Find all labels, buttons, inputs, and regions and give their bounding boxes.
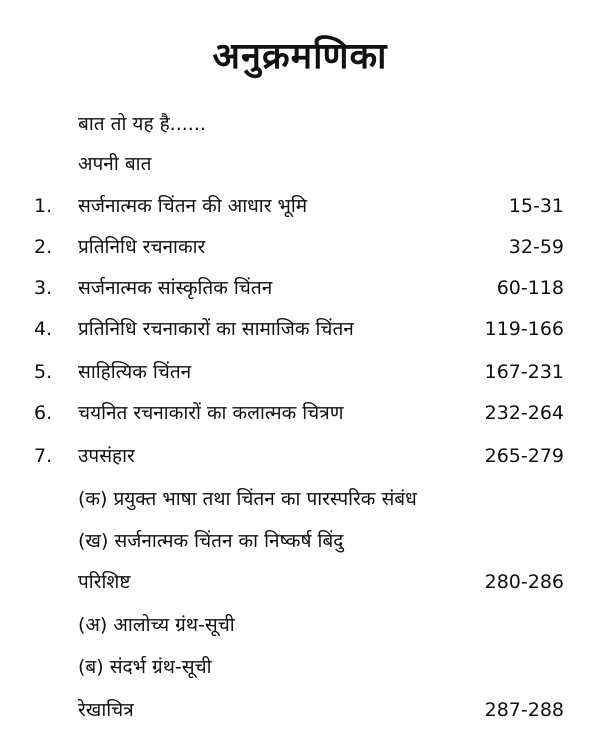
toc-entry-text: अपनी बात [78,153,152,175]
toc-entry-text: बात तो यह है...... [78,113,206,135]
toc-subentry [0,609,600,641]
chapter-title: उपसंहार [78,445,135,467]
toc-subentry [0,651,600,683]
subentry-text: (क) प्रयुक्त भाषा तथा चिंतन का पारस्परिक संबंध [78,488,417,510]
chapter-number: 1. [34,195,53,217]
chapter-title: साहित्यिक चिंतन [78,361,192,383]
chapter-number: 4. [34,318,53,340]
chapter-number: 6. [34,402,53,424]
toc-entry-front [0,108,600,140]
toc-subentry [0,483,600,515]
page-range: 265-279 [484,445,564,467]
toc-entry-chapter [0,190,600,222]
toc-entry-chapter [0,272,600,304]
toc-entry-chapter [0,440,600,472]
sketches-title: रेखाचित्र [78,699,134,721]
page-title: अनुक्रमणिका [212,36,388,77]
toc-entry-chapter [0,231,600,263]
chapter-number: 5. [34,361,53,383]
page-range: 32-59 [508,236,564,258]
page-range: 167-231 [484,361,564,383]
toc-entry-sketches [0,694,600,726]
toc-subentry [0,525,600,557]
page-range: 15-31 [508,195,564,217]
chapter-title: सर्जनात्मक चिंतन की आधार भूमि [78,195,308,217]
subentry-text: (ब) संदर्भ ग्रंथ-सूची [78,656,212,678]
chapter-title: प्रतिनिधि रचनाकार [78,236,206,258]
chapter-number: 3. [34,277,53,299]
page-range: 287-288 [484,699,564,721]
chapter-number: 2. [34,236,53,258]
subentry-text: (ख) सर्जनात्मक चिंतन का निष्कर्ष बिंदु [78,530,344,552]
chapter-title: प्रतिनिधि रचनाकारों का सामाजिक चिंतन [78,318,354,340]
page-range: 119-166 [484,318,564,340]
appendix-title: परिशिष्ट [78,571,131,593]
chapter-title: चयनित रचनाकारों का कलात्मक चित्रण [78,402,344,424]
chapter-number: 7. [34,445,53,467]
toc-entry-chapter [0,313,600,345]
toc-entry-appendix [0,566,600,598]
toc-entry-chapter [0,397,600,429]
page-range: 280-286 [484,571,564,593]
toc-entry-front [0,148,600,180]
subentry-text: (अ) आलोच्य ग्रंथ-सूची [78,614,235,636]
toc-entry-chapter [0,356,600,388]
chapter-title: सर्जनात्मक सांस्कृतिक चिंतन [78,277,273,299]
page-range: 60-118 [496,277,564,299]
page-range: 232-264 [484,402,564,424]
